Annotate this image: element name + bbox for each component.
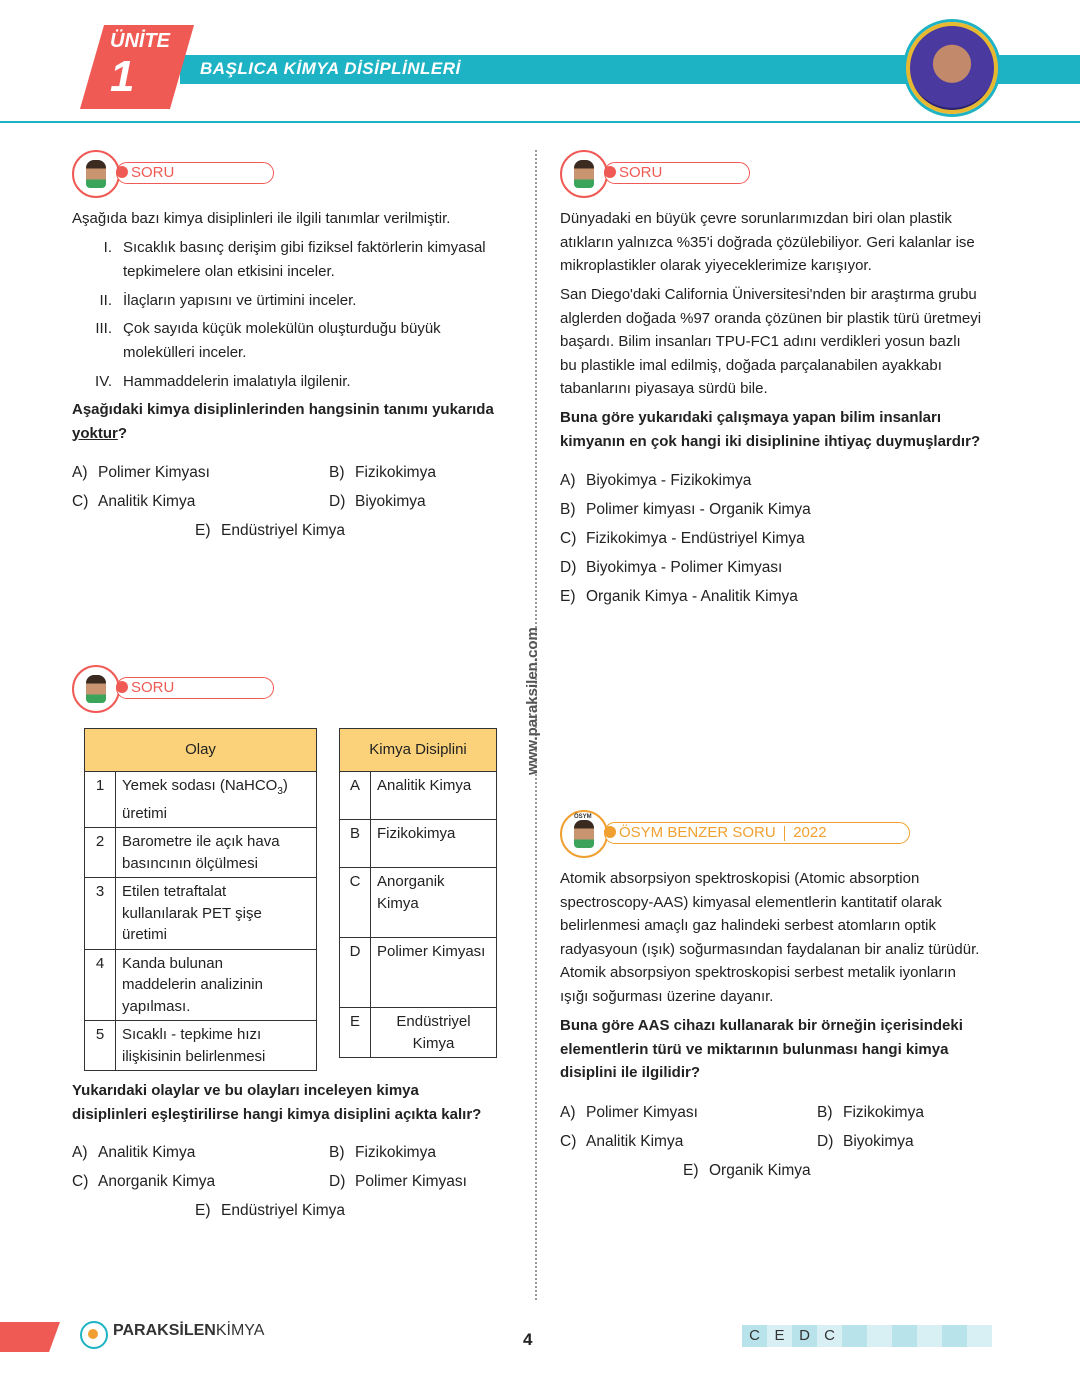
row-text: Fizikokimya <box>371 820 497 868</box>
option-text: Organik Kimya - Analitik Kimya <box>586 588 798 605</box>
dot-icon <box>604 166 616 178</box>
q3-option-e[interactable]: E) Organik Kimya - Analitik Kimya <box>560 588 798 605</box>
option-text: Biyokimya - Fizikokimya <box>586 472 752 489</box>
q4-paragraph: Atomik absorpsiyon spektroskopisi (Atomic absorption spectroscopy-AAS) kimyasal elementlerin kantitatif olarak belirlenmesi amaçlı gaz halindeki serbest atomların optik radyasyoun (ışık) soğurmasından faydalanan bir analiz türüdür. Atomik absorpsiyon spektroskopisi serbest metalik iyonların ışığı soğurması üzerine dayanır. <box>560 870 980 1005</box>
row-letter: E <box>340 1008 371 1058</box>
q3-option-b[interactable]: B) Polimer kimyası - Organik Kimya <box>560 501 811 518</box>
option-text: Fizikokimya <box>355 1144 436 1161</box>
answer-cell: E <box>767 1325 792 1347</box>
table-header-disiplin: Kimya Disiplini <box>340 729 497 772</box>
teacher-icon <box>560 150 608 198</box>
row-text: Sıcaklı - tepkime hızı ilişkisinin belirlenmesi <box>116 1021 317 1071</box>
page-number: 4 <box>523 1330 533 1349</box>
row-text: Anorganik Kimya <box>371 868 497 938</box>
q1-item-cont <box>72 260 512 284</box>
row-number: 5 <box>85 1021 116 1071</box>
q3-option-d[interactable]: D) Biyokimya - Polimer Kimyası <box>560 559 783 576</box>
table-header-olay: Olay <box>85 729 317 772</box>
table-row <box>85 878 317 950</box>
brand-logo-dot <box>88 1329 98 1339</box>
teacher-icon <box>72 150 120 198</box>
answer-cell <box>867 1325 892 1347</box>
side-url: www.paraksilen.com <box>524 627 541 775</box>
chapter-title: BAŞLICA KİMYA DİSİPLİNLERİ <box>200 59 461 78</box>
header-line <box>0 121 1080 123</box>
option-text: Biyokimya <box>355 493 426 510</box>
question-line: disiplinleri eşleştirilirse hangi kimya disiplini açıkta kalır? <box>72 1105 482 1123</box>
osym-mini-label: ÖSYM <box>574 814 592 820</box>
q1-option-c[interactable]: C) Analitik Kimya <box>72 493 196 510</box>
soru-label: SORU <box>131 679 175 696</box>
item-text: Sıcaklık basınç derişim gibi fiziksel faktörlerin kimyasal <box>123 239 486 256</box>
item-text: Çok sayıda küçük molekülün oluşturduğu büyük <box>123 320 441 337</box>
teacher-icon <box>560 810 608 858</box>
question-emphasis: yoktur <box>72 424 118 442</box>
q1-option-e[interactable]: E) Endüstriyel Kimya <box>195 522 346 539</box>
row-number: 3 <box>85 878 116 950</box>
option-text: Analitik Kimya <box>98 493 196 510</box>
answer-cell <box>842 1325 867 1347</box>
table-row <box>85 828 317 878</box>
row-number: 2 <box>85 828 116 878</box>
answer-cell: C <box>742 1325 767 1347</box>
option-text: Fizikokimya <box>843 1104 924 1121</box>
dot-icon <box>116 166 128 178</box>
option-text: Endüstriyel Kimya <box>221 1202 346 1219</box>
row-number: 1 <box>85 772 116 828</box>
q3-option-c[interactable]: C) Fizikokimya - Endüstriyel Kimya <box>560 530 805 547</box>
soru-label: SORU <box>619 164 663 181</box>
footer-accent <box>0 1322 60 1352</box>
q1-item <box>72 370 512 394</box>
author-avatar <box>906 22 998 114</box>
q3-question: Buna göre yukarıdaki çalışmaya yapan bilim insanları kimyanın en çok hangi iki disiplinine ihtiyaç duymuşlardır? <box>560 409 981 450</box>
item-text: tepkimelere olan etkisini inceler. <box>123 263 335 280</box>
option-text: Fizikokimya - Endüstriyel Kimya <box>586 530 805 547</box>
table-row <box>340 938 497 1008</box>
row-text: Polimer Kimyası <box>371 938 497 1008</box>
brand-name: PARAKSİLENKİMYA <box>113 1322 265 1339</box>
q1-question <box>72 398 494 445</box>
q1-option-b[interactable]: B) Fizikokimya <box>329 464 436 481</box>
row-text: Kanda bulunan maddelerin analizinin yapılması. <box>116 949 317 1021</box>
answer-cell <box>917 1325 942 1347</box>
option-text: Polimer Kimyası <box>586 1104 698 1121</box>
q2-question <box>72 1079 481 1126</box>
question-line: Yukarıdaki olaylar ve bu olayları inceleyen kimya <box>72 1082 419 1099</box>
q1-option-a[interactable]: A) Polimer Kimyası <box>72 464 210 481</box>
q4-option-c[interactable]: C) Analitik Kimya <box>560 1133 684 1150</box>
q4-option-a[interactable]: A) Polimer Kimyası <box>560 1104 698 1121</box>
q1-option-d[interactable]: D) Biyokimya <box>329 493 426 510</box>
row-text: Analitik Kimya <box>371 772 497 820</box>
q1-item <box>72 236 512 260</box>
option-text: Polimer Kimyası <box>355 1173 467 1190</box>
answer-cell <box>942 1325 967 1347</box>
option-text: Polimer Kimyası <box>98 464 210 481</box>
row-letter: D <box>340 938 371 1008</box>
row-text: Barometre ile açık hava basıncının ölçülmesi <box>116 828 317 878</box>
q1-intro: Aşağıda bazı kimya disiplinleri ile ilgili tanımlar verilmiştir. <box>72 210 451 227</box>
row-text: Yemek sodası (NaHCO$_3$) üretimi <box>116 772 317 828</box>
unit-label: ÜNİTE <box>110 30 170 52</box>
row-text: Etilen tetraftalat kullanılarak PET şişe üretimi <box>116 878 317 950</box>
option-text: Organik Kimya <box>709 1162 811 1179</box>
answer-cell <box>892 1325 917 1347</box>
question-end: ? <box>117 424 128 442</box>
q3-option-a[interactable]: A) Biyokimya - Fizikokimya <box>560 472 752 489</box>
q4-question: Buna göre AAS cihazı kullanarak bir örneğin içerisindeki elementlerin türü ve miktarının bulunması hangi kimya disiplini ile ilgilidir? <box>560 1017 963 1081</box>
q1-item-cont <box>72 341 512 365</box>
q2-option-c[interactable]: C) Anorganik Kimya <box>72 1173 216 1190</box>
q2-option-e[interactable]: E) Endüstriyel Kimya <box>195 1202 346 1219</box>
answer-cell: D <box>792 1325 817 1347</box>
option-text: Endüstriyel Kimya <box>221 522 346 539</box>
item-number: II. <box>99 292 112 309</box>
answer-cell <box>967 1325 992 1347</box>
q2-option-d[interactable]: D) Polimer Kimyası <box>329 1173 467 1190</box>
events-table <box>84 728 317 1071</box>
option-text: Analitik Kimya <box>98 1144 196 1161</box>
row-letter: C <box>340 868 371 938</box>
dot-icon <box>604 826 616 838</box>
question-line: Aşağıdaki kimya disiplinlerinden hangsinin tanımı yukarıda <box>72 401 494 418</box>
row-letter: B <box>340 820 371 868</box>
q1-item <box>72 317 512 341</box>
option-text: Anorganik Kimya <box>98 1173 216 1190</box>
table-row <box>85 949 317 1021</box>
q2-option-a[interactable]: A) Analitik Kimya <box>72 1144 196 1161</box>
soru-label: SORU <box>131 164 175 181</box>
item-text: İlaçların yapısını ve ürtimini inceler. <box>123 292 357 309</box>
item-number: I. <box>103 239 112 256</box>
table-row <box>340 1008 497 1058</box>
q1-item <box>72 289 512 313</box>
table-row <box>340 868 497 938</box>
unit-number: 1 <box>110 52 135 101</box>
disciplines-table <box>339 728 497 1058</box>
q3-paragraph-1: Dünyadaki en büyük çevre sorunlarımızdan biri olan plastik atıkların yalnızca %35'i doğrada çözülebiliyor. Geri kalanlar ise mikroplastikler olarak yiyeceklerimize karışıyor. <box>560 210 975 274</box>
table-row <box>85 772 317 828</box>
answer-key <box>742 1325 992 1347</box>
row-letter: A <box>340 772 371 820</box>
table-row <box>340 772 497 820</box>
option-text: Biyokimya <box>843 1133 914 1150</box>
option-text: Fizikokimya <box>355 464 436 481</box>
option-text: Analitik Kimya <box>586 1133 684 1150</box>
item-number: III. <box>95 320 112 337</box>
table-row <box>340 820 497 868</box>
q4-option-d[interactable]: D) Biyokimya <box>817 1133 914 1150</box>
q2-option-b[interactable]: B) Fizikokimya <box>329 1144 436 1161</box>
q4-option-b[interactable]: B) Fizikokimya <box>817 1104 924 1121</box>
row-text: Endüstriyel Kimya <box>371 1008 497 1058</box>
item-number: IV. <box>95 373 112 390</box>
table-row <box>85 1021 317 1071</box>
osym-label: ÖSYM BENZER SORU 2022 <box>619 824 827 841</box>
q4-option-e[interactable]: E) Organik Kimya <box>683 1162 811 1179</box>
answer-cell: C <box>817 1325 842 1347</box>
item-text: Hammaddelerin imalatıyla ilgilenir. <box>123 373 351 390</box>
option-text: Polimer kimyası - Organik Kimya <box>586 501 811 518</box>
item-text: molekülleri inceler. <box>123 344 247 361</box>
option-text: Biyokimya - Polimer Kimyası <box>586 559 783 576</box>
row-number: 4 <box>85 949 116 1021</box>
q3-paragraph-2: San Diego'daki California Üniversitesi'nden bir araştırma grubu alglerden doğada %97 oranda çözünen bir plastik türü üretmeyi başardı. Bilim insanları TPU-FC1 adını verdikleri yosun bazlı bu plastikle imal edilmiş, doğada parçalanabilen ayakkabı tabanlarını piyasaya sürdü bile. <box>560 286 982 397</box>
teacher-icon <box>72 665 120 713</box>
dot-icon <box>116 681 128 693</box>
